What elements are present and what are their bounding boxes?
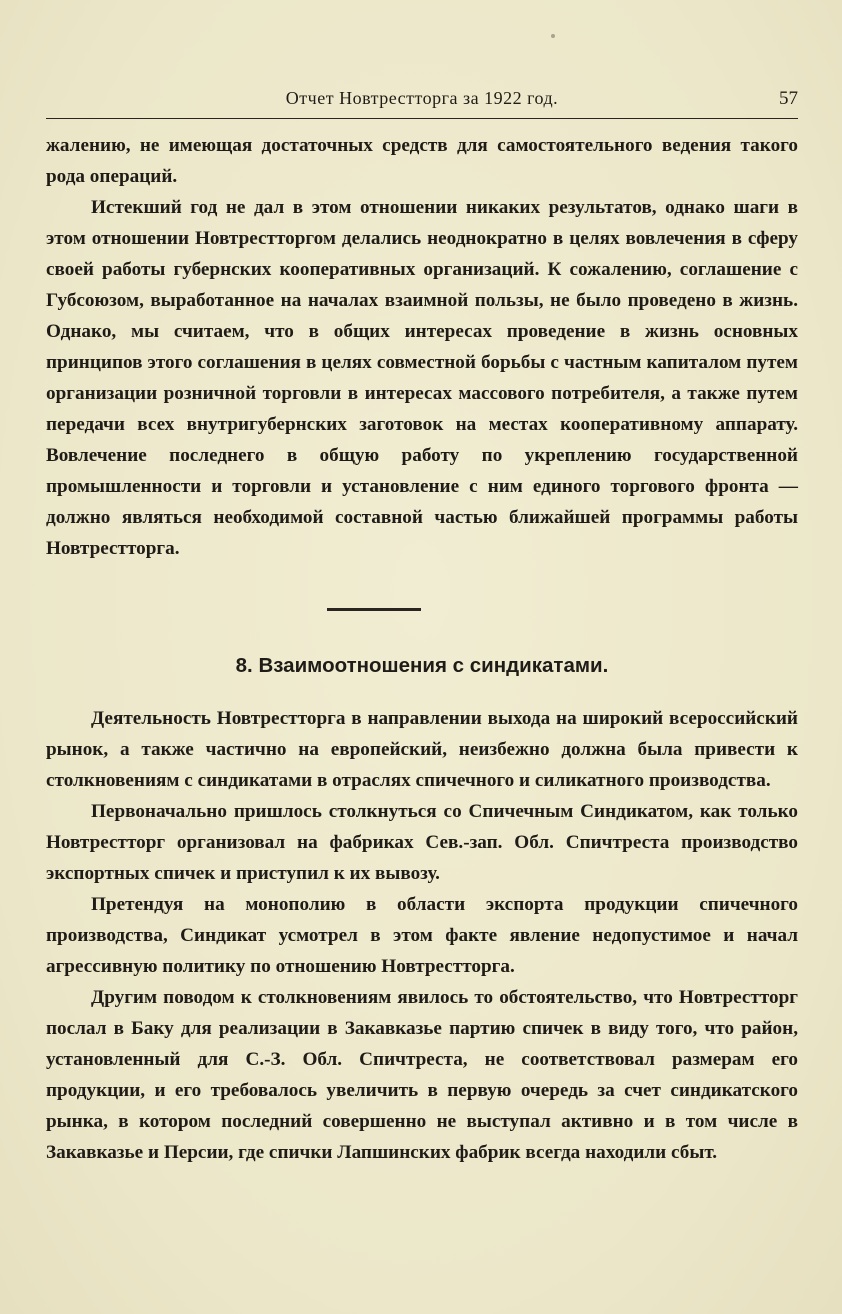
section-heading: 8. Взаимоотношения с синдикатами.	[235, 654, 609, 677]
section-text	[46, 703, 798, 1168]
paragraph: Деятельность Новтрестторга в направлении выхода на широкий всероссийский рынок, а также частично на европейский, неизбежно должна была привести к столкновениям с синдикатами в отраслях спичечного и силикатного производства.	[46, 708, 798, 791]
paragraph: Претендуя на монополию в области экспорта продукции спичечного производства, Синдикат усмотрел в этом факте явление недопустимое и начал агрессивную политику по отношению Новтрестторга.	[46, 894, 798, 977]
running-header	[46, 82, 798, 119]
paragraph: Другим поводом к столкновениям явилось то обстоятельство, что Новтрестторг послал в Баку для реализации в Закавказье партию спичек в виду того, что район, установленный для С.-З. Обл. Спичтреста, не соответствовал размерам его продукции, и его требовалось увеличить в первую очередь за счет синдикатского рынка, в котором последний совершенно не выступал активно и в том числе в Закавказье и Персии, где спички Лапшинских фабрик всегда находили сбыт.	[46, 987, 798, 1163]
paragraph-continuation: жалению, не имеющая достаточных средств для самостоятельного ведения такого рода операций.	[46, 135, 798, 187]
paragraph: Первоначально пришлось столкнуться со Спичечным Синдикатом, как только Новтрестторг организовал на фабриках Сев.-зап. Обл. Спичтреста производство экспортных спичек и приступил к их вывозу.	[46, 801, 798, 884]
running-title: Отчет Новтрестторга за 1922 год.	[285, 88, 559, 108]
page-number: 57	[779, 88, 798, 109]
section-divider	[327, 608, 421, 611]
paragraph: Истекший год не дал в этом отношении никаких результатов, однако шаги в этом отношении Новтрестторгом делались неоднократно в целях вовлечения в сферу своей работы губернских кооперативных организаций. К сожалению, соглашение с Губсоюзом, выработанное на началах взаимной пользы, не было проведено в жизнь. Однако, мы считаем, что в общих интересах проведение в жизнь основных принципов этого соглашения в целях совместной борьбы с частным капиталом путем организации розничной торговли в интересах массового потребителя, а также путем передачи всех внутригубернских заготовок на местах кооперативному аппарату. Вовлечение последнего в общую работу по укреплению государственной промышленности и торговли и установление с ним единого торгового фронта — должно являться необходимой составной частью ближайшей программы работы Новтрестторга.	[46, 197, 798, 559]
intro-text	[46, 130, 798, 564]
print-speck	[551, 34, 555, 38]
